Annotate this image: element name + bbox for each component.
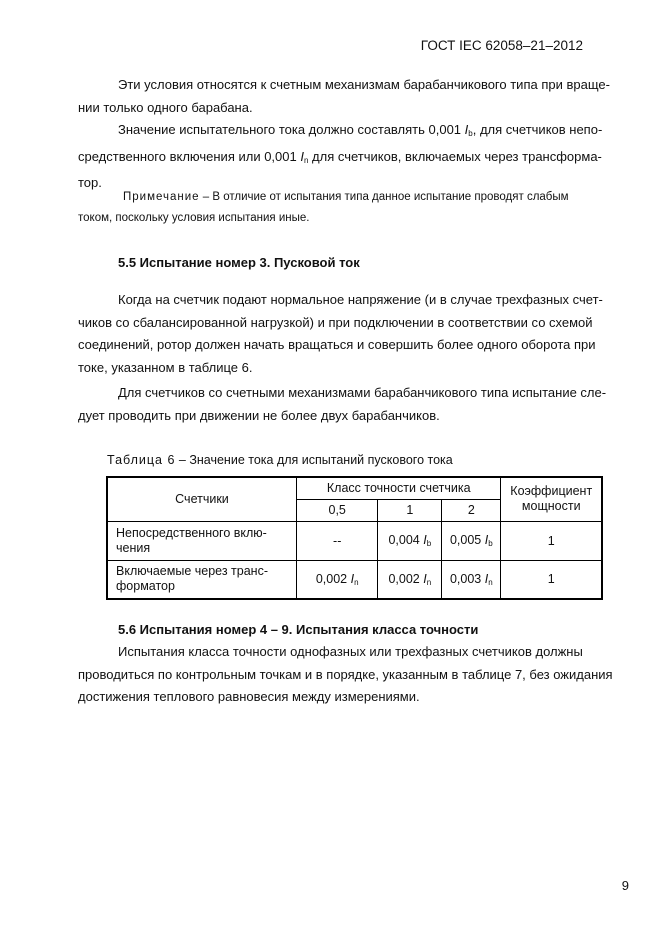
- current-symbol: I: [484, 533, 489, 547]
- standard-header: ГОСТ IEC 62058–21–2012: [420, 38, 583, 53]
- row-label: [107, 560, 296, 599]
- header-class: 1: [378, 499, 442, 521]
- text-segment: тор.: [78, 175, 102, 190]
- current-subscript: n: [303, 155, 309, 165]
- current-symbol: I: [350, 571, 355, 586]
- table-6: [106, 476, 603, 600]
- row-label: [107, 521, 296, 560]
- note: [78, 187, 628, 229]
- current-subscript: b: [426, 539, 432, 548]
- text-line: токе, указанном в таблице 6.: [78, 359, 253, 375]
- paragraph-drum-test: [78, 382, 628, 427]
- note-text: – В отличие от испытания типа данное испытание проводят слабым: [199, 191, 569, 203]
- table-caption: [107, 453, 453, 467]
- header-class: 2: [442, 499, 501, 521]
- cell-value: [296, 560, 377, 599]
- current-subscript: n: [426, 577, 432, 587]
- paragraph-start-current: [78, 289, 628, 379]
- current-subscript: n: [354, 577, 359, 587]
- current-symbol: I: [300, 148, 304, 164]
- text-line: нии только одного барабана.: [78, 99, 253, 115]
- cell-value: 1: [501, 560, 602, 599]
- table-row: [107, 521, 602, 560]
- current-symbol: I: [423, 571, 427, 586]
- cell-value: --: [296, 521, 377, 560]
- text-segment: , для счетчиков непо-: [472, 122, 603, 137]
- current-symbol: I: [423, 533, 427, 547]
- cell-number: 0,002: [388, 571, 420, 586]
- table-row: [107, 560, 602, 599]
- header-power-factor: Коэффициент мощности: [501, 477, 602, 521]
- page-number: 9: [621, 878, 629, 893]
- cell-value: [378, 521, 442, 560]
- current-subscript: b: [488, 539, 493, 548]
- note-text: током, поскольку условия испытания иные.: [78, 212, 310, 224]
- cell-number: 0,004: [388, 533, 420, 547]
- section-heading-5-5: 5.5 Испытание номер 3. Пусковой ток: [118, 255, 360, 270]
- current-symbol: I: [464, 122, 469, 137]
- caption-text: – Значение тока для испытаний пускового тока: [175, 453, 453, 467]
- text-line: чиков со сбалансированной нагрузкой) и при подключении в соответствии со схемой: [78, 314, 593, 330]
- header-accuracy-class: Класс точности счетчика: [296, 477, 501, 499]
- header-class: 0,5: [296, 499, 377, 521]
- text-line: проводиться по контрольным точкам и в порядке, указанным в таблице 7, без ожидания: [78, 666, 613, 682]
- text-line: Эти условия относятся к счетным механизмам барабанчикового типа при враще-: [118, 77, 610, 92]
- cell-value: 1: [501, 521, 602, 560]
- cell-number: 0,003: [449, 571, 482, 586]
- cell-value: [442, 521, 501, 560]
- text-segment: для счетчиков, включаемых через трансформа-: [308, 148, 602, 164]
- row-label-text: Непосредственного вклю- чения: [116, 525, 267, 555]
- text-line: Когда на счетчик подают нормальное напряжение (и в случае трехфазных счет-: [118, 292, 603, 307]
- cell-number: 0,002: [315, 571, 348, 586]
- text-line: достижения теплового равновесия между измерениями.: [78, 689, 420, 704]
- cell-value: [378, 560, 442, 599]
- text-segment: средственного включения или 0,001: [78, 148, 301, 164]
- text-line: Для счетчиков со счетными механизмами барабанчикового типа испытание сле-: [118, 385, 607, 400]
- paragraph-drum-conditions: [78, 74, 628, 119]
- paragraph-test-current: [78, 119, 628, 195]
- text-line: Испытания класса точности однофазных или трехфазных счетчиков должны: [118, 644, 583, 659]
- text-line: дует проводить при движении не более двух барабанчиков.: [78, 407, 440, 423]
- current-symbol: I: [484, 571, 489, 586]
- section-heading-5-6: 5.6 Испытания номер 4 – 9. Испытания класса точности: [118, 622, 479, 637]
- note-label: Примечание: [123, 191, 200, 203]
- cell-number: 0,005: [449, 533, 482, 547]
- paragraph-accuracy-tests: [78, 641, 628, 709]
- header-meters: Счетчики: [107, 477, 296, 521]
- row-label-text: Включаемые через транс- форматор: [116, 564, 269, 594]
- text-line: соединений, ротор должен начать вращаться и совершить более одного оборота при: [78, 337, 596, 352]
- cell-value: [442, 560, 501, 599]
- caption-label: Таблица 6: [107, 453, 176, 467]
- current-subscript: b: [468, 129, 473, 138]
- text-segment: Значение испытательного тока должно составлять 0,001: [118, 122, 465, 137]
- current-subscript: n: [488, 577, 493, 587]
